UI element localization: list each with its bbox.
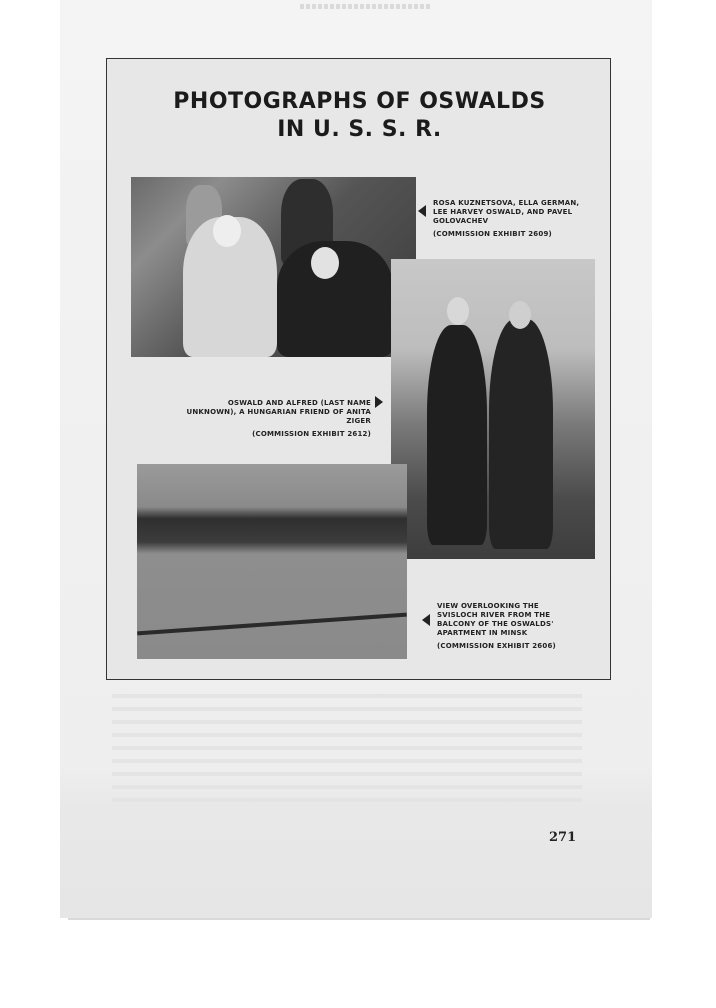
plate-title-line-1: PHOTOGRAPHS OF OSWALDS — [173, 89, 546, 114]
photo-plate — [106, 58, 611, 680]
caption-text: OSWALD AND ALFRED (LAST NAME UNKNOWN), A HUNGARIAN FRIEND OF ANITA ZIGER — [186, 399, 371, 425]
caption-text: ROSA KUZNETSOVA, ELLA GERMAN, LEE HARVEY OSWALD, AND PAVEL GOLOVACHEV — [433, 199, 580, 225]
face — [509, 301, 531, 329]
scan-edge-line — [68, 918, 650, 920]
river-view-photo — [137, 464, 407, 659]
two-men-photo — [391, 259, 595, 559]
arrow-left-icon — [418, 205, 426, 217]
person-figure — [427, 325, 487, 545]
photo-caption — [181, 399, 371, 439]
arrow-left-icon — [422, 614, 430, 626]
exhibit-label: (COMMISSION EXHIBIT 2612) — [252, 430, 371, 438]
exhibit-label: (COMMISSION EXHIBIT 2606) — [437, 642, 556, 650]
group-photo — [131, 177, 416, 357]
face — [447, 297, 469, 325]
faded-running-head — [300, 4, 430, 9]
photo-caption — [437, 602, 577, 651]
balcony-rail — [137, 613, 407, 636]
exhibit-label: (COMMISSION EXHIBIT 2609) — [433, 230, 552, 238]
arrow-right-icon — [375, 396, 383, 408]
face — [311, 247, 339, 279]
photo-caption — [433, 199, 583, 239]
caption-text: VIEW OVERLOOKING THE SVISLOCH RIVER FROM THE BALCONY OF THE OSWALDS' APARTMENT IN MINSK — [437, 602, 554, 637]
faded-bleed-through-text — [112, 688, 582, 808]
face — [213, 215, 241, 247]
plate-title-line-2: IN U. S. S. R. — [277, 117, 442, 142]
person-figure — [489, 319, 553, 549]
page-number: 271 — [549, 830, 577, 845]
